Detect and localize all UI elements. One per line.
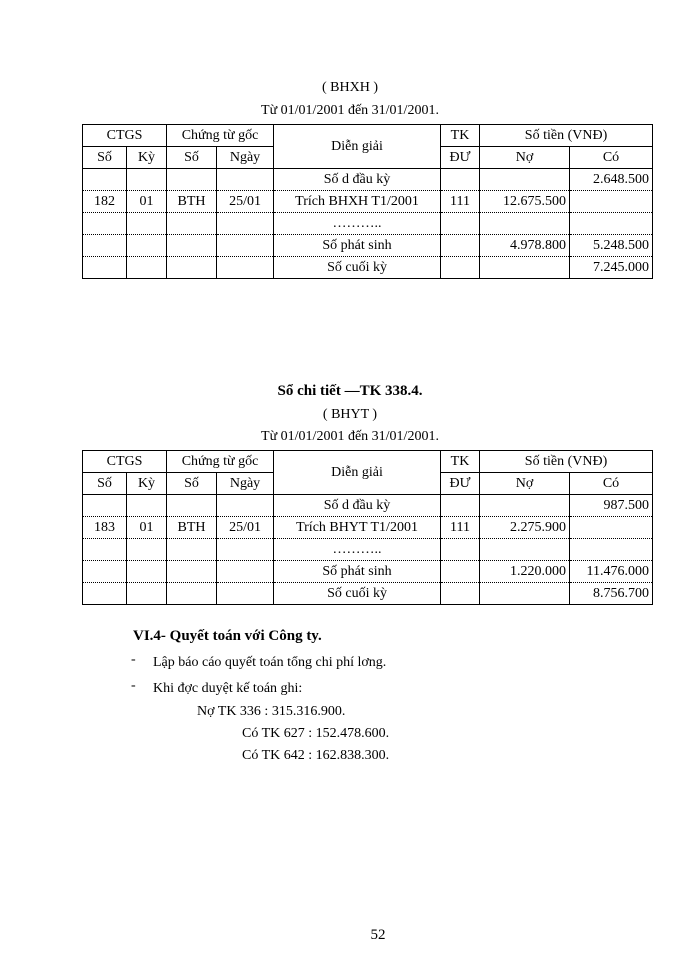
header-so-tien: Số tiền (VNĐ)	[480, 451, 653, 473]
cell-so-ct	[167, 539, 217, 561]
cell-ngay: 25/01	[217, 517, 274, 539]
page-number: 52	[370, 927, 386, 943]
cell-co: 8.756.700	[570, 583, 653, 605]
bullet-text: Khi đợc duyệt kế toán ghi:	[153, 681, 303, 696]
table-row	[83, 191, 653, 213]
cell-ky	[127, 257, 167, 279]
header-dien-giai: Diễn giải	[274, 451, 441, 495]
cell-tk	[441, 169, 480, 191]
table-row	[83, 169, 653, 191]
cell-tk	[441, 583, 480, 605]
header-so: Số	[83, 147, 127, 169]
header-dien-giai: Diễn giải	[274, 125, 441, 169]
table-row	[83, 235, 653, 257]
header-so-ct: Số	[167, 147, 217, 169]
cell-ky	[127, 561, 167, 583]
cell-so: 182	[83, 191, 127, 213]
table-row	[83, 583, 653, 605]
cell-no	[480, 583, 570, 605]
cell-ngay	[217, 235, 274, 257]
cell-no	[480, 539, 570, 561]
cell-tk	[441, 539, 480, 561]
cell-ky	[127, 539, 167, 561]
cell-so: 183	[83, 517, 127, 539]
cell-so-ct: BTH	[167, 191, 217, 213]
cell-ky	[127, 583, 167, 605]
cell-no	[480, 257, 570, 279]
cell-so	[83, 169, 127, 191]
cell-tk	[441, 495, 480, 517]
cell-dien-giai: Số d đầu kỳ	[274, 169, 441, 191]
header-ngay: Ngày	[217, 473, 274, 495]
header-ctgs: CTGS	[83, 125, 167, 147]
bullet-marker: -	[131, 652, 136, 667]
cell-ngay	[217, 495, 274, 517]
cell-so-ct	[167, 495, 217, 517]
cell-dien-giai: Trích BHXH T1/2001	[274, 191, 441, 213]
cell-so	[83, 235, 127, 257]
cell-ngay: 25/01	[217, 191, 274, 213]
table-row	[83, 495, 653, 517]
cell-ngay	[217, 583, 274, 605]
cell-ngay	[217, 257, 274, 279]
cell-no: 4.978.800	[480, 235, 570, 257]
cell-so	[83, 257, 127, 279]
cell-no	[480, 213, 570, 235]
cell-so	[83, 495, 127, 517]
table-row	[83, 517, 653, 539]
cell-ky: 01	[127, 191, 167, 213]
cell-so	[83, 539, 127, 561]
cell-no	[480, 495, 570, 517]
table-header-row	[83, 125, 653, 147]
cell-so-ct	[167, 257, 217, 279]
cell-ky	[127, 495, 167, 517]
journal-entry-credit: Có TK 642 : 162.838.300.	[242, 748, 390, 763]
cell-dien-giai: Số cuối kỳ	[274, 257, 441, 279]
journal-entry-credit: Có TK 627 : 152.478.600.	[242, 726, 390, 741]
header-ngay: Ngày	[217, 147, 274, 169]
table2-title: Sổ chi tiết —TK 338.4.	[277, 383, 423, 399]
table2-period: Từ 01/01/2001 đến 31/01/2001.	[261, 429, 439, 444]
cell-ngay	[217, 169, 274, 191]
cell-ky	[127, 235, 167, 257]
cell-co	[570, 539, 653, 561]
cell-dien-giai: Số d đầu kỳ	[274, 495, 441, 517]
header-so-ct: Số	[167, 473, 217, 495]
header-chung-tu-goc: Chứng từ gốc	[167, 125, 274, 147]
header-tk: TK	[441, 451, 480, 473]
cell-dien-giai: Số phát sinh	[274, 235, 441, 257]
cell-so	[83, 561, 127, 583]
header-no: Nợ	[480, 147, 570, 169]
cell-ky	[127, 169, 167, 191]
table-row	[83, 213, 653, 235]
bullet-text: Lập báo cáo quyết toán tổng chi phí lơng.	[153, 655, 387, 670]
cell-dien-giai: Trích BHYT T1/2001	[274, 517, 441, 539]
cell-co	[570, 517, 653, 539]
cell-co: 2.648.500	[570, 169, 653, 191]
cell-ky	[127, 213, 167, 235]
table1-subtitle: ( BHXH )	[322, 80, 378, 95]
cell-ky: 01	[127, 517, 167, 539]
header-so-tien: Số tiền (VNĐ)	[480, 125, 653, 147]
cell-dien-giai: ………..	[274, 539, 441, 561]
cell-so	[83, 583, 127, 605]
cell-co: 987.500	[570, 495, 653, 517]
cell-so-ct	[167, 583, 217, 605]
header-ky: Kỳ	[127, 147, 167, 169]
cell-tk	[441, 561, 480, 583]
header-du: ĐƯ	[441, 473, 480, 495]
cell-ngay	[217, 539, 274, 561]
header-co: Có	[570, 147, 653, 169]
bullet-marker: -	[131, 678, 136, 693]
ledger-table-bhyt	[82, 450, 653, 605]
journal-entry-debit: Nợ TK 336 : 315.316.900.	[197, 704, 346, 719]
cell-ngay	[217, 213, 274, 235]
table1-period: Từ 01/01/2001 đến 31/01/2001.	[261, 103, 439, 118]
header-so: Số	[83, 473, 127, 495]
ledger-table-bhxh	[82, 124, 653, 279]
header-no: Nợ	[480, 473, 570, 495]
cell-tk: 111	[441, 191, 480, 213]
cell-so-ct	[167, 213, 217, 235]
cell-tk	[441, 235, 480, 257]
cell-co: 7.245.000	[570, 257, 653, 279]
cell-so-ct: BTH	[167, 517, 217, 539]
cell-dien-giai: ………..	[274, 213, 441, 235]
table-row	[83, 561, 653, 583]
cell-co: 5.248.500	[570, 235, 653, 257]
header-chung-tu-goc: Chứng từ gốc	[167, 451, 274, 473]
cell-dien-giai: Số phát sinh	[274, 561, 441, 583]
table2-subtitle: ( BHYT )	[322, 407, 378, 422]
cell-so	[83, 213, 127, 235]
cell-dien-giai: Số cuối kỳ	[274, 583, 441, 605]
cell-co: 11.476.000	[570, 561, 653, 583]
cell-tk	[441, 257, 480, 279]
table-row	[83, 257, 653, 279]
header-tk: TK	[441, 125, 480, 147]
cell-co	[570, 191, 653, 213]
table-row	[83, 539, 653, 561]
cell-so-ct	[167, 169, 217, 191]
cell-ngay	[217, 561, 274, 583]
cell-no	[480, 169, 570, 191]
header-co: Có	[570, 473, 653, 495]
cell-no: 1.220.000	[480, 561, 570, 583]
cell-no: 2.275.900	[480, 517, 570, 539]
cell-so-ct	[167, 561, 217, 583]
header-ky: Kỳ	[127, 473, 167, 495]
cell-so-ct	[167, 235, 217, 257]
table-header-row	[83, 451, 653, 473]
header-du: ĐƯ	[441, 147, 480, 169]
header-ctgs: CTGS	[83, 451, 167, 473]
section-heading: VI.4- Quyết toán với Công ty.	[133, 628, 322, 644]
cell-no: 12.675.500	[480, 191, 570, 213]
cell-co	[570, 213, 653, 235]
cell-tk	[441, 213, 480, 235]
cell-tk: 111	[441, 517, 480, 539]
